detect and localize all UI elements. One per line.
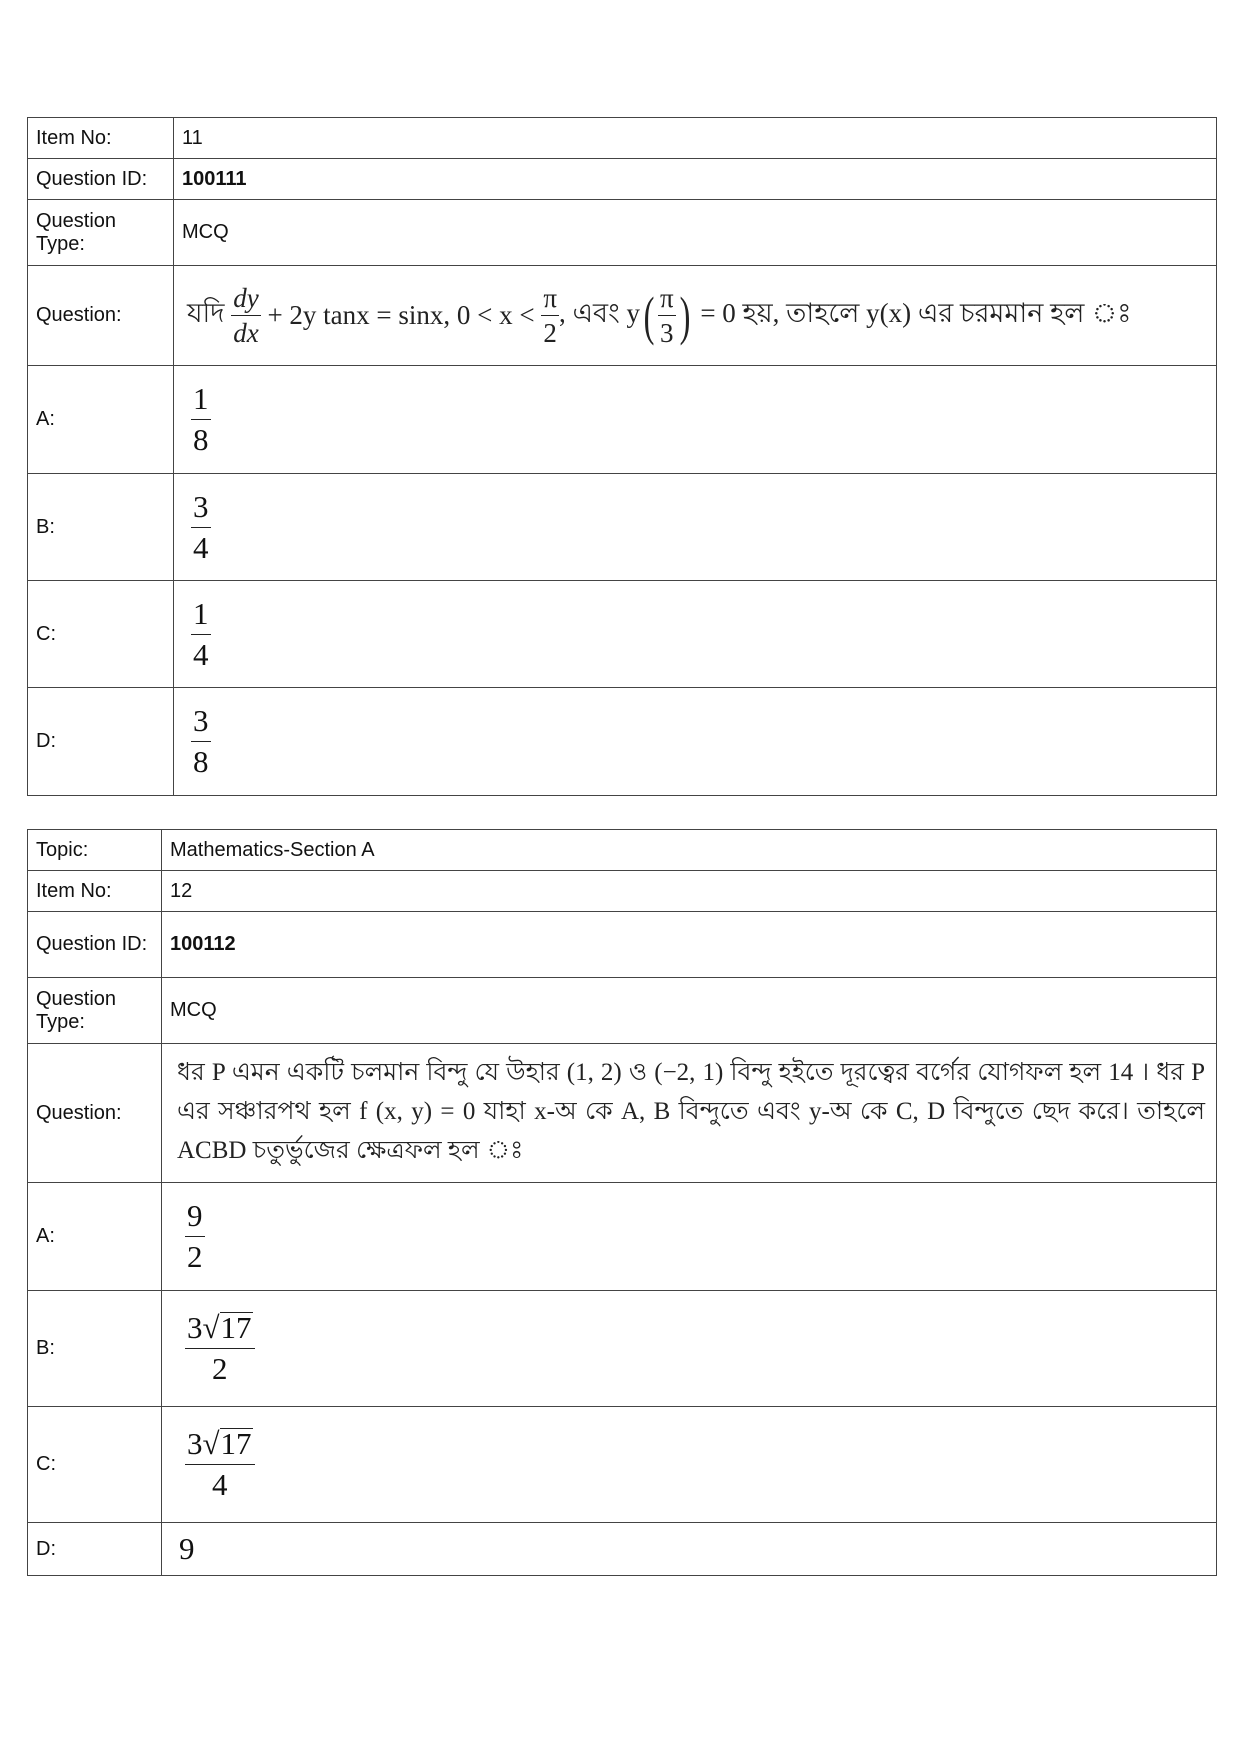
option-a-label: A: [28, 366, 174, 474]
item-no-row [28, 871, 1217, 912]
item-no-row [28, 118, 1217, 159]
derivative-denominator: dx [233, 318, 259, 348]
option-d-row [28, 1523, 1217, 1576]
topic-row [28, 830, 1217, 871]
option-b-label: B: [28, 1291, 162, 1407]
item-no-value: 12 [162, 871, 1217, 912]
option-c-radicand: 17 [220, 1426, 252, 1461]
three-denominator: 3 [660, 318, 674, 348]
option-b-cell [162, 1291, 1217, 1407]
option-d-label: D: [28, 688, 174, 796]
option-c-row [28, 581, 1217, 688]
item-no-label: Item No: [28, 118, 174, 159]
option-a-cell [174, 366, 1217, 474]
and-text: , এবং y [559, 298, 640, 328]
option-a-denominator: 2 [187, 1239, 203, 1274]
question-type-row [28, 978, 1217, 1044]
pi-over-three-fraction [658, 281, 676, 350]
option-d-numerator: 3 [193, 703, 209, 738]
question-id-row [28, 912, 1217, 978]
derivative-fraction [231, 281, 260, 350]
option-b-value [175, 487, 1215, 568]
equation-part-2: = 0 হয়, তাহলে y(x) এর চরমমান হল ঃ [700, 298, 1132, 328]
pi-numerator-2: π [659, 283, 674, 313]
question-id-value: 100112 [162, 912, 1217, 978]
option-b-label: B: [28, 474, 174, 581]
option-b-coefficient: 3 [187, 1310, 203, 1345]
option-c-cell [174, 581, 1217, 688]
option-a-numerator: 1 [193, 381, 209, 416]
question-word-if: যদি [187, 298, 225, 328]
question-id-value: 100111 [174, 159, 1217, 200]
option-b-denominator: 4 [193, 529, 209, 565]
option-b-row [28, 474, 1217, 581]
question-type-value: MCQ [174, 200, 1217, 266]
option-d-value: 9 [179, 1531, 195, 1566]
option-a-row [28, 366, 1217, 474]
item-no-value: 11 [174, 118, 1217, 159]
question-label: Question: [28, 266, 174, 366]
option-b-row [28, 1291, 1217, 1407]
option-c-coefficient: 3 [187, 1426, 203, 1461]
question-label: Question: [28, 1044, 162, 1183]
option-c-denominator: 4 [193, 636, 209, 672]
option-c-numerator [185, 1424, 255, 1464]
option-c-cell [162, 1407, 1217, 1523]
question-type-label: Question Type: [28, 200, 174, 266]
option-a-label: A: [28, 1183, 162, 1291]
topic-label: Topic: [28, 830, 162, 871]
question-table-item-12 [27, 829, 1217, 1576]
option-d-denominator: 8 [193, 744, 209, 779]
derivative-numerator: dy [233, 283, 259, 313]
question-text: ধর P এমন একটি চলমান বিন্দু যে উহার (1, 2) ও (−2, 1) বিন্দু হইতে দূরত্বের বর্গের যোগফল হল 14 । ধর P এর সঞ্চারপথ হল f (x, y) = 0 যাহা x-অ কে A, B বিন্দুতে এবং y-অ কে C, D বিন্দুতে ছেদ করে। তাহলে ACBD চতুর্ভুজের ক্ষেত্রফল হল ঃ [177, 1058, 1205, 1164]
question-type-value: MCQ [162, 978, 1217, 1044]
option-a-value [163, 1196, 1215, 1277]
question-cell [174, 266, 1217, 366]
question-id-label: Question ID: [28, 159, 174, 200]
option-b-cell [174, 474, 1217, 581]
option-d-cell [162, 1523, 1217, 1576]
option-c-label: C: [28, 1407, 162, 1523]
topic-value: Mathematics-Section A [162, 830, 1217, 871]
right-paren: ) [679, 285, 690, 346]
option-a-value [175, 379, 1215, 460]
question-text [175, 281, 1215, 350]
pi-numerator: π [543, 283, 557, 313]
question-id-row [28, 159, 1217, 200]
option-a-cell [162, 1183, 1217, 1291]
left-paren: ( [643, 285, 655, 346]
option-c-value [175, 594, 1215, 675]
question-row [28, 1044, 1217, 1183]
option-c-value [163, 1424, 1215, 1505]
option-d-label: D: [28, 1523, 162, 1576]
two-denominator: 2 [543, 318, 557, 348]
option-a-denominator: 8 [193, 422, 209, 457]
question-id-label: Question ID: [28, 912, 162, 978]
option-c-numerator: 1 [193, 595, 209, 631]
option-b-value [163, 1308, 1215, 1389]
question-type-label: Question Type: [28, 978, 162, 1044]
option-a-row [28, 1183, 1217, 1291]
option-b-numerator [185, 1308, 255, 1348]
pi-over-two-fraction [541, 281, 559, 350]
option-b-radicand: 17 [220, 1310, 252, 1345]
sqrt-sign: √ [202, 1426, 220, 1461]
item-no-label: Item No: [28, 871, 162, 912]
option-b-numerator: 3 [193, 488, 209, 524]
option-d-row [28, 688, 1217, 796]
sqrt-sign: √ [202, 1310, 220, 1345]
option-d-value [175, 701, 1215, 782]
option-c-row [28, 1407, 1217, 1523]
question-table-item-11 [27, 117, 1217, 796]
option-a-numerator: 9 [187, 1198, 203, 1233]
equation-part-1: + 2y tanx = sinx, 0 < x < [267, 300, 535, 330]
option-c-denominator: 4 [212, 1467, 228, 1502]
option-d-cell [174, 688, 1217, 796]
question-cell [162, 1044, 1217, 1183]
option-c-label: C: [28, 581, 174, 688]
question-type-row [28, 200, 1217, 266]
option-b-denominator: 2 [212, 1351, 228, 1386]
question-row [28, 266, 1217, 366]
